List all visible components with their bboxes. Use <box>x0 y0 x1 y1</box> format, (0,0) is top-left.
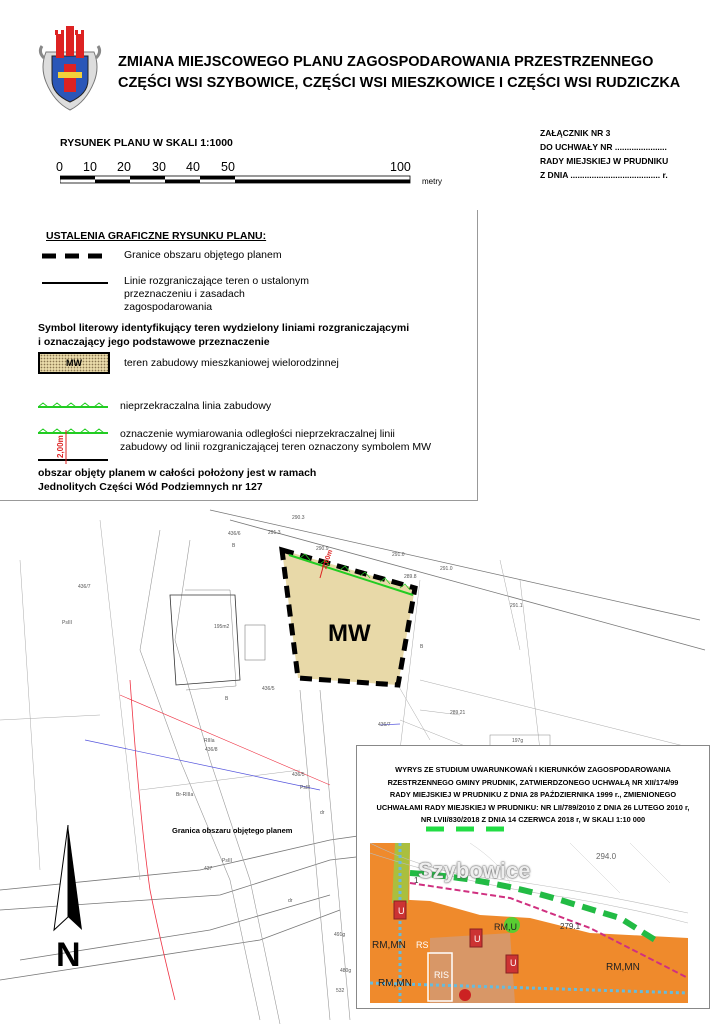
dimension-label <box>120 428 431 454</box>
inset-label: 1 <box>414 876 419 885</box>
symbol-note <box>38 321 409 349</box>
inset-label: 294.0 <box>596 852 617 861</box>
boundary-label: Granice obszaru objętego planem <box>124 249 282 261</box>
scale-tick: 0 <box>56 160 63 174</box>
dimension-label-line: zabudowy od linii rozgraniczającej teren oznaczony symbolem MW <box>120 441 432 453</box>
inset-label: RM,U <box>494 922 517 932</box>
scale-tick: 100 <box>390 160 411 174</box>
north-label: N <box>56 936 81 974</box>
parcel-label: 197g <box>512 738 524 744</box>
title-line-1: ZMIANA MIEJSCOWEGO PLANU ZAGOSPODAROWANIA PRZESTRZENNEGO <box>118 54 654 70</box>
elevation-label: 291.3 <box>268 530 281 536</box>
mw-legend-symbol: MW <box>38 352 110 374</box>
elevation-label: 291.0 <box>392 552 405 558</box>
inset-label: RM,MN <box>372 940 406 951</box>
annex-line: ZAŁĄCZNIK NR 3 <box>540 128 611 138</box>
elevation-label: 290.9 <box>316 546 329 552</box>
inset-title-line: NR LVII/830/2018 Z DNIA 14 CZERWCA 2018 r, W SKALI 1:10 000 <box>420 815 646 824</box>
parcel-label: 437 <box>204 866 213 872</box>
annex-block <box>540 126 668 182</box>
parcel-label: 532 <box>336 988 345 994</box>
parcel-label: B <box>420 644 424 650</box>
annex-line: RADY MIEJSKIEJ W PRUDNIKU <box>540 156 669 166</box>
mw-label: teren zabudowy mieszkaniowej wielorodzinnej <box>124 357 339 369</box>
parcel-label: B <box>225 696 229 702</box>
dimension-value: 2,00m <box>56 435 65 458</box>
parcel-label: Br-RIIIa <box>176 792 194 798</box>
parcel-label: PsIII <box>62 620 73 626</box>
symbol-note-line: Symbol literowy identyfikujący teren wydzielony liniami rozgraniczającymi <box>38 322 410 334</box>
mw-zone-label: MW <box>328 620 371 647</box>
inset-title-line: RZESTRZENNEGO GMINY PRUDNIK, ZATWIERDZONEGO UCHWAŁĄ NR XII/174/99 <box>387 777 679 787</box>
boundary-line-symbol <box>42 252 112 260</box>
elevation-label: 289.8 <box>404 574 417 580</box>
annex-line: DO UCHWAŁY NR ...................... <box>540 142 667 152</box>
inset-legend-line <box>426 825 516 833</box>
map-dimension-label: 2,00m <box>321 548 335 571</box>
water-note <box>38 466 316 494</box>
scale-label: RYSUNEK PLANU W SKALI 1:1000 <box>60 137 233 149</box>
annex-line: Z DNIA ...................................... r. <box>540 170 668 180</box>
plan-title <box>118 52 698 94</box>
parcel-label: 436/6 <box>228 531 241 537</box>
scale-tick: 30 <box>152 160 166 174</box>
parcel-label: 436/7 <box>78 584 91 590</box>
parcel-label: PsIII <box>222 858 233 864</box>
parcel-label: dr <box>288 898 293 904</box>
inset-title <box>357 764 709 827</box>
inset-legend-label: Granica obszaru objętego planem <box>172 826 293 835</box>
inset-label: RIS <box>434 970 450 980</box>
inset-label: RM,MN <box>378 978 412 989</box>
inset-label: U <box>398 906 405 916</box>
legend-heading: USTALENIA GRAFICZNE RYSUNKU PLANU: <box>46 230 267 242</box>
inset-label: U <box>510 958 517 968</box>
elevation-label: 291.1 <box>510 603 523 609</box>
inset-label: RS <box>416 940 429 950</box>
parcel-label: dr <box>320 810 325 816</box>
parcel-label: PsIII <box>300 785 311 791</box>
scale-tick: 20 <box>117 160 131 174</box>
elevation-label: 291.0 <box>440 566 453 572</box>
elevation-label: 289.21 <box>450 710 466 716</box>
parcel-label: 436/5 <box>262 686 275 692</box>
inset-title-line: WYRYS ZE STUDIUM UWARUNKOWAŃ I KIERUNKÓW ZAGOSPODAROWANIA <box>395 765 671 774</box>
title-line-2: CZĘŚCI WSI SZYBOWICE, CZĘŚCI WSI MIESZKOWICE I CZĘŚCI WSI RUDZICZKA <box>118 75 681 91</box>
elevation-label: 290.3 <box>292 515 305 521</box>
dimension-label-line: oznaczenie wymiarowania odległości nieprzekraczalnej linii <box>120 428 395 440</box>
dimension-symbol <box>38 426 110 466</box>
water-note-line: obszar objęty planem w całości położony jest w ramach <box>38 467 317 479</box>
scale-bar <box>60 175 420 185</box>
building-line-label: nieprzekraczalna linia zabudowy <box>120 400 272 412</box>
coat-of-arms-icon <box>38 22 102 114</box>
inset-label: RM,MN <box>606 962 640 973</box>
division-lines-label <box>124 275 309 314</box>
inset-label: U <box>474 934 481 944</box>
parcel-label: 195m2 <box>214 624 230 630</box>
inset-title-line: UCHWAŁAMI RADY MIEJSKIEJ W PRUDNIKU: NR LII/789/2010 Z DNIA 26 LUTEGO 2010 r, <box>376 802 690 812</box>
inset-label: 279.1 <box>560 922 581 931</box>
division-lines-line: zagospodarowania <box>124 301 213 313</box>
water-note-line: Jednolitych Części Wód Podziemnych nr 127 <box>38 481 263 493</box>
parcel-label: B <box>232 543 236 549</box>
division-lines-line: przeznaczeniu i zasadach <box>124 288 245 300</box>
scale-tick: 50 <box>221 160 235 174</box>
division-line-symbol <box>42 280 112 286</box>
parcel-label: RIIIa <box>204 738 215 744</box>
scale-tick: 10 <box>83 160 97 174</box>
parcel-label: 436/8 <box>205 747 218 753</box>
division-lines-line: Linie rozgraniczające teren o ustalonym <box>124 275 310 287</box>
building-line-symbol <box>38 400 110 412</box>
symbol-note-line: i oznaczający jego podstawowe przeznaczenie <box>38 336 270 348</box>
inset-title-line: RADY MIEJSKIEJ W PRUDNIKU Z DNIA 28 PAŹDZIERNIKA 1999 r., ZMIENIONEGO <box>389 790 677 799</box>
parcel-label: 491g <box>334 932 346 938</box>
scale-unit: metry <box>422 177 442 186</box>
parcel-label: 480g <box>340 968 352 974</box>
scale-tick: 40 <box>186 160 200 174</box>
north-arrow-icon <box>48 825 88 935</box>
inset-place-name: Szybowice <box>418 858 531 883</box>
parcel-label: 436/5 <box>292 772 305 778</box>
parcel-label: 436/7 <box>378 722 391 728</box>
